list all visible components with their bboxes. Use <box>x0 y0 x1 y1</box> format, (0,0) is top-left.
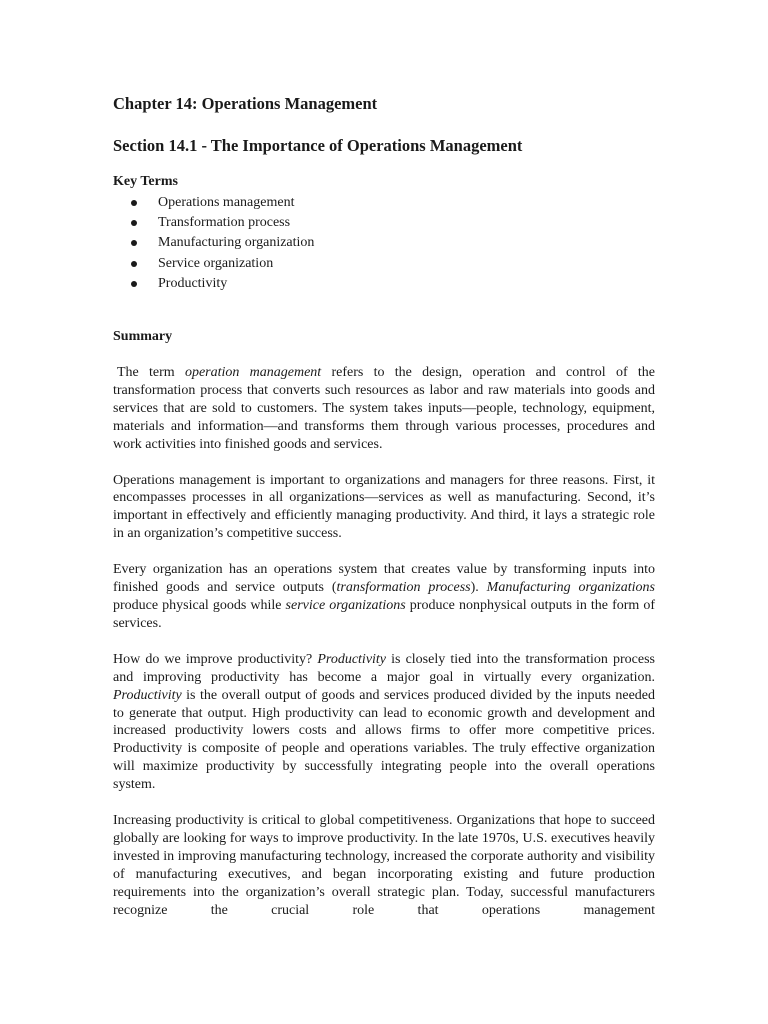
section-title: Section 14.1 - The Importance of Operations Management <box>113 136 523 155</box>
text-run: refers to the design, operation and control of the transformation process that converts such resources as labor and raw materials into goods and services that are sold to customers. The system takes inputs—people, technology, equipment, materials and information—and transforms them through various processes, procedures and work activities into finished goods and services. <box>113 365 655 452</box>
summary-paragraph-3 <box>113 561 655 633</box>
text-run: produce nonphysical outputs in the form of services. <box>113 597 656 631</box>
term-emphasis: operation management <box>184 365 322 381</box>
key-terms-list <box>113 193 655 294</box>
key-term-item: Transformation process <box>131 213 655 233</box>
text-run: is the overall output of goods and services produced divided by the inputs needed to generate that output. High productivity can lead to economic growth and development and increased productivity lowers costs and allows firms to offer more competitive prices. Productivity is composite of people and operations variables. The truly effective organization will maximize productivity by successfully integrating people into the overall operations system. <box>113 687 655 793</box>
term-emphasis: transformation process <box>336 580 471 596</box>
summary-heading: Summary <box>113 329 173 345</box>
text-run: is closely tied into the transformation process and improving productivity has become a major goal in virtually every organization. <box>113 651 655 685</box>
key-terms-heading: Key Terms <box>113 174 178 189</box>
summary-paragraph-4 <box>113 651 655 794</box>
key-term-item: Productivity <box>131 274 655 294</box>
summary-paragraph-1 <box>113 364 655 454</box>
document-body <box>113 93 655 919</box>
term-emphasis: Manufacturing organizations <box>486 580 655 596</box>
key-term-item: Service organization <box>131 254 655 274</box>
text-run: Every organization has an operations system that creates value by transforming inputs into finished goods and service outputs ( <box>113 562 655 596</box>
text-run: ). <box>470 580 487 596</box>
summary-paragraph-2: Operations management is important to organizations and managers for three reasons. First, it encompasses processes in all organizations—services as well as manufacturing. Second, it’s important in effectively and efficiently managing productivity. And third, it lays a strategic role in an organization’s competitive success. <box>113 472 655 542</box>
key-term-item: Operations management <box>131 193 655 213</box>
text-run: produce physical goods while <box>113 597 286 613</box>
term-emphasis: Productivity <box>113 687 182 703</box>
text-run: How do we improve productivity? <box>113 651 318 667</box>
key-term-item: Manufacturing organization <box>131 233 655 253</box>
term-emphasis: service organizations <box>285 597 406 613</box>
chapter-title: Chapter 14: Operations Management <box>113 94 378 113</box>
term-emphasis: Productivity <box>317 651 387 667</box>
text-run: The term <box>117 365 185 381</box>
summary-paragraph-5: Increasing productivity is critical to global competitiveness. Organizations that hope to succeed globally are looking for ways to improve productivity. In the late 1970s, U.S. executives heavily invested in improving manufacturing technology, increased the corporate authority and visibility of manufacturing executives, and began incorporating existing and future production requirements into the organization’s overall strategic plan. Today, successful manufacturers recognize the crucial role that operations management <box>113 813 655 918</box>
